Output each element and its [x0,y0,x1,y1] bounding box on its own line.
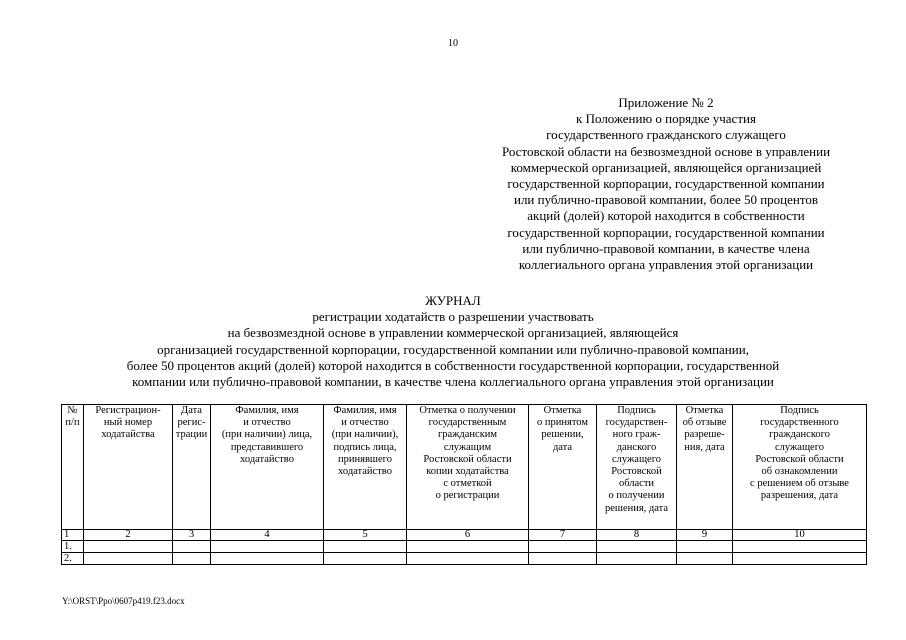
table-cell [407,553,529,565]
table-row [62,553,867,565]
table-cell [733,541,867,553]
header-receiver-name: Фамилия, имя и отчество (при наличии), подпись лица, принявшего ходатайство [324,405,407,530]
header-number: № п/п [62,405,84,530]
header-submitter-name: Фамилия, имя и отчество (при наличии) лица, представившего ходатайство [211,405,324,530]
journal-subtitle-line: более 50 процентов акций (долей) которой находится в собственности государственной корпорации, государственной [126,357,780,373]
header-registration-date: Дата регис- трации [173,405,211,530]
header-copy-receipt-mark: Отметка о получении государственным гражданским служащим Ростовской области копии ходатайства с отметкой о регистрации [407,405,529,530]
column-number: 9 [677,530,733,541]
table-cell [324,541,407,553]
header-decision-receipt-signature: Подпись государствен- ного граж- данского служащего Ростовской области о получении решения, дата [597,405,677,530]
table-row [62,541,867,553]
table-cell [529,553,597,565]
table-cell [407,541,529,553]
journal-subtitle-line: регистрации ходатайств о разрешении участвовать [312,309,594,325]
journal-subtitle-line: организацией государственной корпорации, государственной компании или публично-правовой компании, [157,341,749,357]
column-number: 1 [62,530,84,541]
column-number: 5 [324,530,407,541]
table-header-row [62,405,867,530]
journal-heading [40,293,866,390]
table-cell [84,553,173,565]
table-cell [173,541,211,553]
journal-title: ЖУРНАЛ [425,293,481,308]
header-revocation-ack-signature: Подпись государственного гражданского служащего Ростовской области об ознакомлении с решением об отзыве разрешения, дата [733,405,867,530]
column-number: 2 [84,530,173,541]
table-cell [677,553,733,565]
column-number-row [62,530,867,541]
column-number: 8 [597,530,677,541]
header-decision-mark: Отметка о принятом решении, дата [529,405,597,530]
appendix-line: государственной корпорации, государственной компании [507,224,825,240]
table-cell [173,553,211,565]
header-revocation-mark: Отметка об отзыве разреше- ния, дата [677,405,733,530]
appendix-line: акций (долей) которой находится в собственности [527,208,805,224]
column-number: 6 [407,530,529,541]
table-cell [677,541,733,553]
table-cell [211,541,324,553]
table-cell [597,553,677,565]
table-cell [597,541,677,553]
appendix-line: или публично-правовой компании, более 50 процентов [513,192,819,208]
journal-subtitle-line: компании или публично-правовой компании, в качестве члена коллегиального органа управления этой организации [132,374,774,390]
table-cell: 1. [62,541,84,553]
header-registration-number: Регистрацион- ный номер ходатайства [84,405,173,530]
table-cell [211,553,324,565]
appendix-heading [456,95,876,273]
column-number: 4 [211,530,324,541]
appendix-line: или публично-правовой компании, в качестве члена [522,240,810,256]
appendix-line: коллегиального органа управления этой организации [518,257,814,273]
appendix-line: коммерческой организацией, являющейся организацией [510,159,822,175]
file-path-footer: Y:\ORST\Ppo\0607p419.f23.docx [62,596,185,606]
appendix-line: государственной корпорации, государственной компании [507,176,825,192]
column-number: 3 [173,530,211,541]
column-number: 7 [529,530,597,541]
table-cell [324,553,407,565]
appendix-line: Ростовской области на безвозмездной основе в управлении [501,143,831,159]
registration-journal-table [61,404,867,565]
journal-subtitle-line: на безвозмездной основе в управлении коммерческой организацией, являющейся [227,325,679,341]
page-number: 10 [448,38,458,49]
appendix-line: Приложение № 2 [618,95,714,110]
table-cell [733,553,867,565]
table-cell [84,541,173,553]
table-cell: 2. [62,553,84,565]
table-cell [529,541,597,553]
appendix-line: к Положению о порядке участия [576,111,756,127]
appendix-line: государственного гражданского служащего [546,127,786,143]
column-number: 10 [733,530,867,541]
